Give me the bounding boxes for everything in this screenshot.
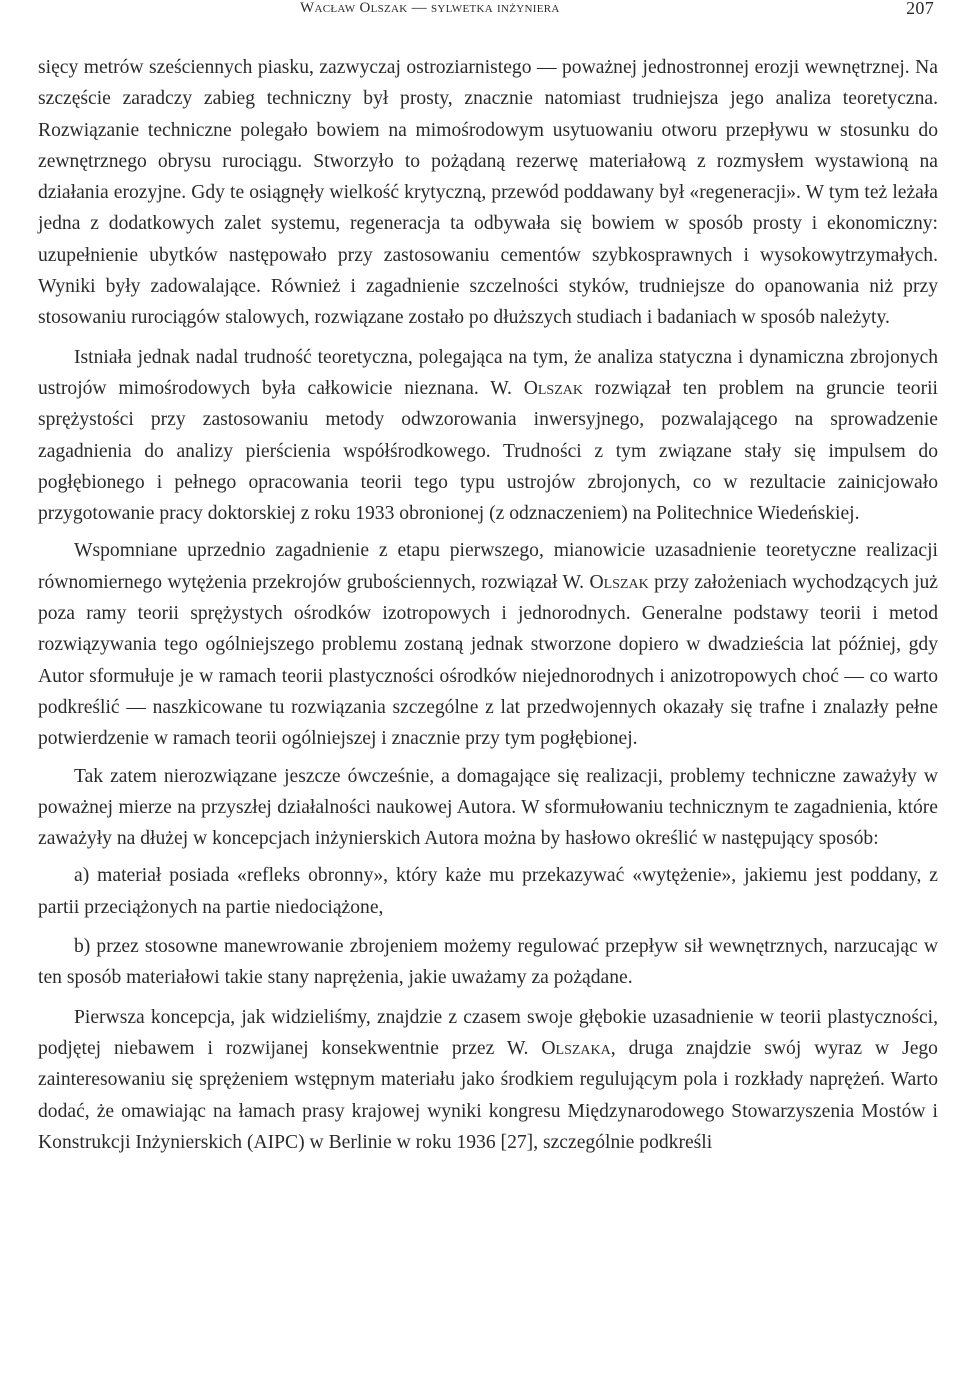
paragraph-3-text-a: Wspomniane uprzednio zagadnienie z etapu pierwszego, mianowicie uzasadnienie teoretyczne realizacji równomiernego wytężenia przekrojów grubościennych, rozwiązał W.	[38, 540, 938, 593]
author-name: Olszak	[589, 571, 649, 593]
paragraph-5-text-b: , druga znajdzie swój wyraz w Jego zainteresowaniu się sprężeniem wstępnym materiału jako środkiem regulującym pola i rozkłady naprężeń. Warto dodać, że omawiając na łamach prasy krajowej wyniki kongresu Międzynarodowego Stowarzyszenia Mostów i Konstrukcji Inżynierskich (AIPC) w Berlinie w roku 1936 [27], szczególnie podkreśli	[38, 1037, 938, 1153]
page-number: 207	[906, 0, 934, 18]
paragraph-2-text-b: rozwiązał ten problem na gruncie teorii sprężystości przy zastosowaniu metody odwzorowania inwersyjnego, pozwalającego na sprowadzenie zagadnienia do analizy pierścienia współśrodkowego. Trudności z tym związane stały się impulsem do pogłębionego i pełnego opracowania teorii tego typu ustrojów zbrojonych, co w rezultacie zainicjowało przygotowanie pracy doktorskiej z roku 1933 obronionej (z odznaczeniem) na Politechnice Wiedeńskiej.	[38, 377, 938, 525]
list-item-a: a) materiał posiada «refleks obronny», który każe mu przekazywać «wytężenie», jakiemu jest poddany, z partii przeciążonych na partie niedociążone,	[38, 865, 938, 918]
running-head-author: Wacław Olszak —	[300, 0, 431, 16]
paragraph-4: Tak zatem nierozwiązane jeszcze ówcześnie, a domagające się realizacji, problemy techniczne zaważyły w poważnej mierze na przyszłej działalności naukowej Autora. W sformułowaniu technicznym te zagadnienia, które zaważyły na dłużej w koncepcjach inżynierskich Autora można by hasłowo określić w następujący sposób:	[38, 765, 938, 850]
author-name: Olszak	[523, 377, 583, 399]
paragraph-2-text-a: Istniała jednak nadal trudność teoretyczna, polegająca na tym, że analiza statyczna i dynamiczna zbrojonych ustrojów mimośrodowych była całkowicie nieznana. W.	[38, 346, 938, 399]
paragraph-3	[38, 535, 938, 754]
paragraph-2	[38, 342, 938, 530]
running-head-title	[300, 0, 560, 17]
running-head-subtitle: sylwetka inżyniera	[430, 0, 560, 16]
paragraph-1: sięcy metrów sześciennych piasku, zazwyczaj ostroziarnistego — poważnej jednostronnej erozji wewnętrznej. Na szczęście zaradczy zabieg techniczny był prosty, znacznie natomiast trudniejsza jego analiza teoretyczna. Rozwiązanie techniczne polegało bowiem na mimośrodowym usytuowaniu otworu przepływu w stosunku do zewnętrznego obrysu rurociągu. Stworzyło to pożądaną rezerwę materiałową z rozmysłem wystawioną na działania erozyjne. Gdy te osiągnęły wielkość krytyczną, przewód poddawany był «regeneracji». W tym też leżała jedna z dodatkowych zalet systemu, regeneracja ta odbywała się bowiem w sposób prosty i ekonomiczny: uzupełnienie ubytków następowało przy zastosowaniu cementów szybkosprawnych i wysokowytrzymałych. Wyniki były zadowalające. Również i zagadnienie szczelności styków, trudniejsze do opanowania niż przy stosowaniu rurociągów stalowych, rozwiązane zostało po dłuższych studiach i badaniach w sposób należyty.	[38, 57, 938, 329]
body-text	[38, 52, 938, 1164]
author-name: Olszaka	[541, 1037, 611, 1059]
running-head	[38, 0, 938, 28]
paragraph-3-text-b: przy założeniach wychodzących już poza ramy teorii sprężystych ośrodków izotropowych i jednorodnych. Generalne podstawy teorii i metod rozwiązywania tego ogólniejszego problemu zostaną jednak stworzone dopiero w dwadzieścia lat później, gdy Autor sformułuje je w ramach teorii plastyczności ośrodków niejednorodnych i anizotropowych choć — co warto podkreślić — naszkicowane tu rozwiązania szczególne z lat przedwojennych okazały się trafne i znalazły pełne potwierdzenie w ramach teorii ogólniejszej i znacznie przy tym pogłębionej.	[38, 571, 938, 750]
list-item-b: b) przez stosowne manewrowanie zbrojeniem możemy regulować przepływ sił wewnętrznych, narzucając w ten sposób materiałowi takie stany naprężenia, jakie uważamy za pożądane.	[38, 936, 938, 989]
paragraph-5-text-a: Pierwsza koncepcja, jak widzieliśmy, znajdzie z czasem swoje głębokie uzasadnienie w teorii plastyczności, podjętej niebawem i rozwijanej konsekwentnie przez W.	[38, 1006, 938, 1059]
paragraph-5	[38, 1002, 938, 1158]
